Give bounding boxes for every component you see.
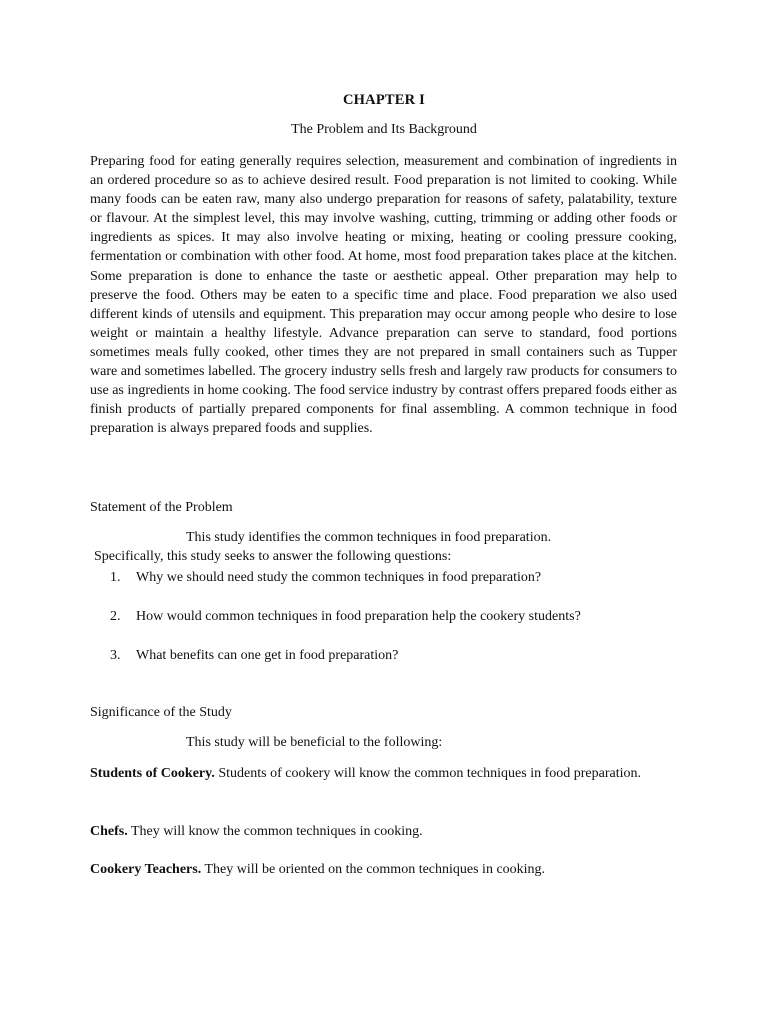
- statement-of-problem-heading: Statement of the Problem: [90, 500, 233, 515]
- question-text: How would common techniques in food preparation help the cookery students?: [136, 609, 581, 624]
- beneficiary-term: Cookery Teachers.: [90, 862, 202, 877]
- beneficiary-text: They will be oriented on the common techniques in cooking.: [201, 862, 546, 877]
- intro-paragraph: Preparing food for eating generally requires selection, measurement and combination of ingredients in an ordered procedure so as to achieve desired result. Food preparation is not limited to cooking. While many foods can be eaten raw, many also undergo preparation for reasons of safety, palatability, texture or flavour. At the simplest level, this may involve washing, cutting, trimming or adding other foods or ingredients as spices. It may also involve heating or mixing, heating or cooling pressure cooking, fermentation or combination with other food. At home, most food preparation takes place at the kitchen. Some preparation is done to enhance the taste or aesthetic appeal. Other preparation may help to preserve the food. Others may be eaten to a specific time and place. Food preparation we also used different kinds of utensils and equipment. This preparation may occur among people who desire to lose weight or maintain a healthy lifestyle. Advance preparation can serve to standard, food portions sometimes meals fully cooked, other times they are not prepared in small containers such as Tupper ware and sometimes labelled. The grocery industry sells fresh and largely raw products for consumers to use as ingredients in home cooking. The food service industry by contrast offers prepared foods either as finish products of partially prepared components for final assembling. A common technique in food preparation is always prepared foods and supplies.: [90, 154, 677, 437]
- beneficiary-paragraph: [90, 822, 650, 842]
- beneficiary-term: Chefs.: [90, 824, 128, 839]
- research-question: [110, 646, 581, 685]
- research-questions-list: [110, 568, 581, 685]
- beneficiary-text: Students of cookery will know the common techniques in food preparation.: [214, 766, 641, 781]
- statement-of-problem-specifically: Specifically, this study seeks to answer the following questions:: [94, 549, 452, 564]
- beneficiary-text: They will know the common techniques in cooking.: [127, 824, 423, 839]
- question-number: 1.: [110, 570, 121, 585]
- beneficiary-paragraph: [90, 764, 650, 784]
- chapter-heading: CHAPTER I: [343, 92, 425, 108]
- chapter-subtitle: The Problem and Its Background: [291, 122, 477, 137]
- research-question: [110, 568, 581, 607]
- question-number: 3.: [110, 648, 121, 663]
- significance-of-study-lead: This study will be beneficial to the following:: [186, 735, 443, 750]
- question-number: 2.: [110, 609, 121, 624]
- question-text: Why we should need study the common techniques in food preparation?: [136, 570, 542, 585]
- statement-of-problem-lead: This study identifies the common techniques in food preparation.: [186, 530, 552, 545]
- beneficiary-paragraph: [90, 860, 650, 880]
- research-question: [110, 607, 581, 646]
- significance-of-study-heading: Significance of the Study: [90, 705, 232, 720]
- question-text: What benefits can one get in food preparation?: [136, 648, 399, 663]
- beneficiary-term: Students of Cookery.: [90, 766, 215, 781]
